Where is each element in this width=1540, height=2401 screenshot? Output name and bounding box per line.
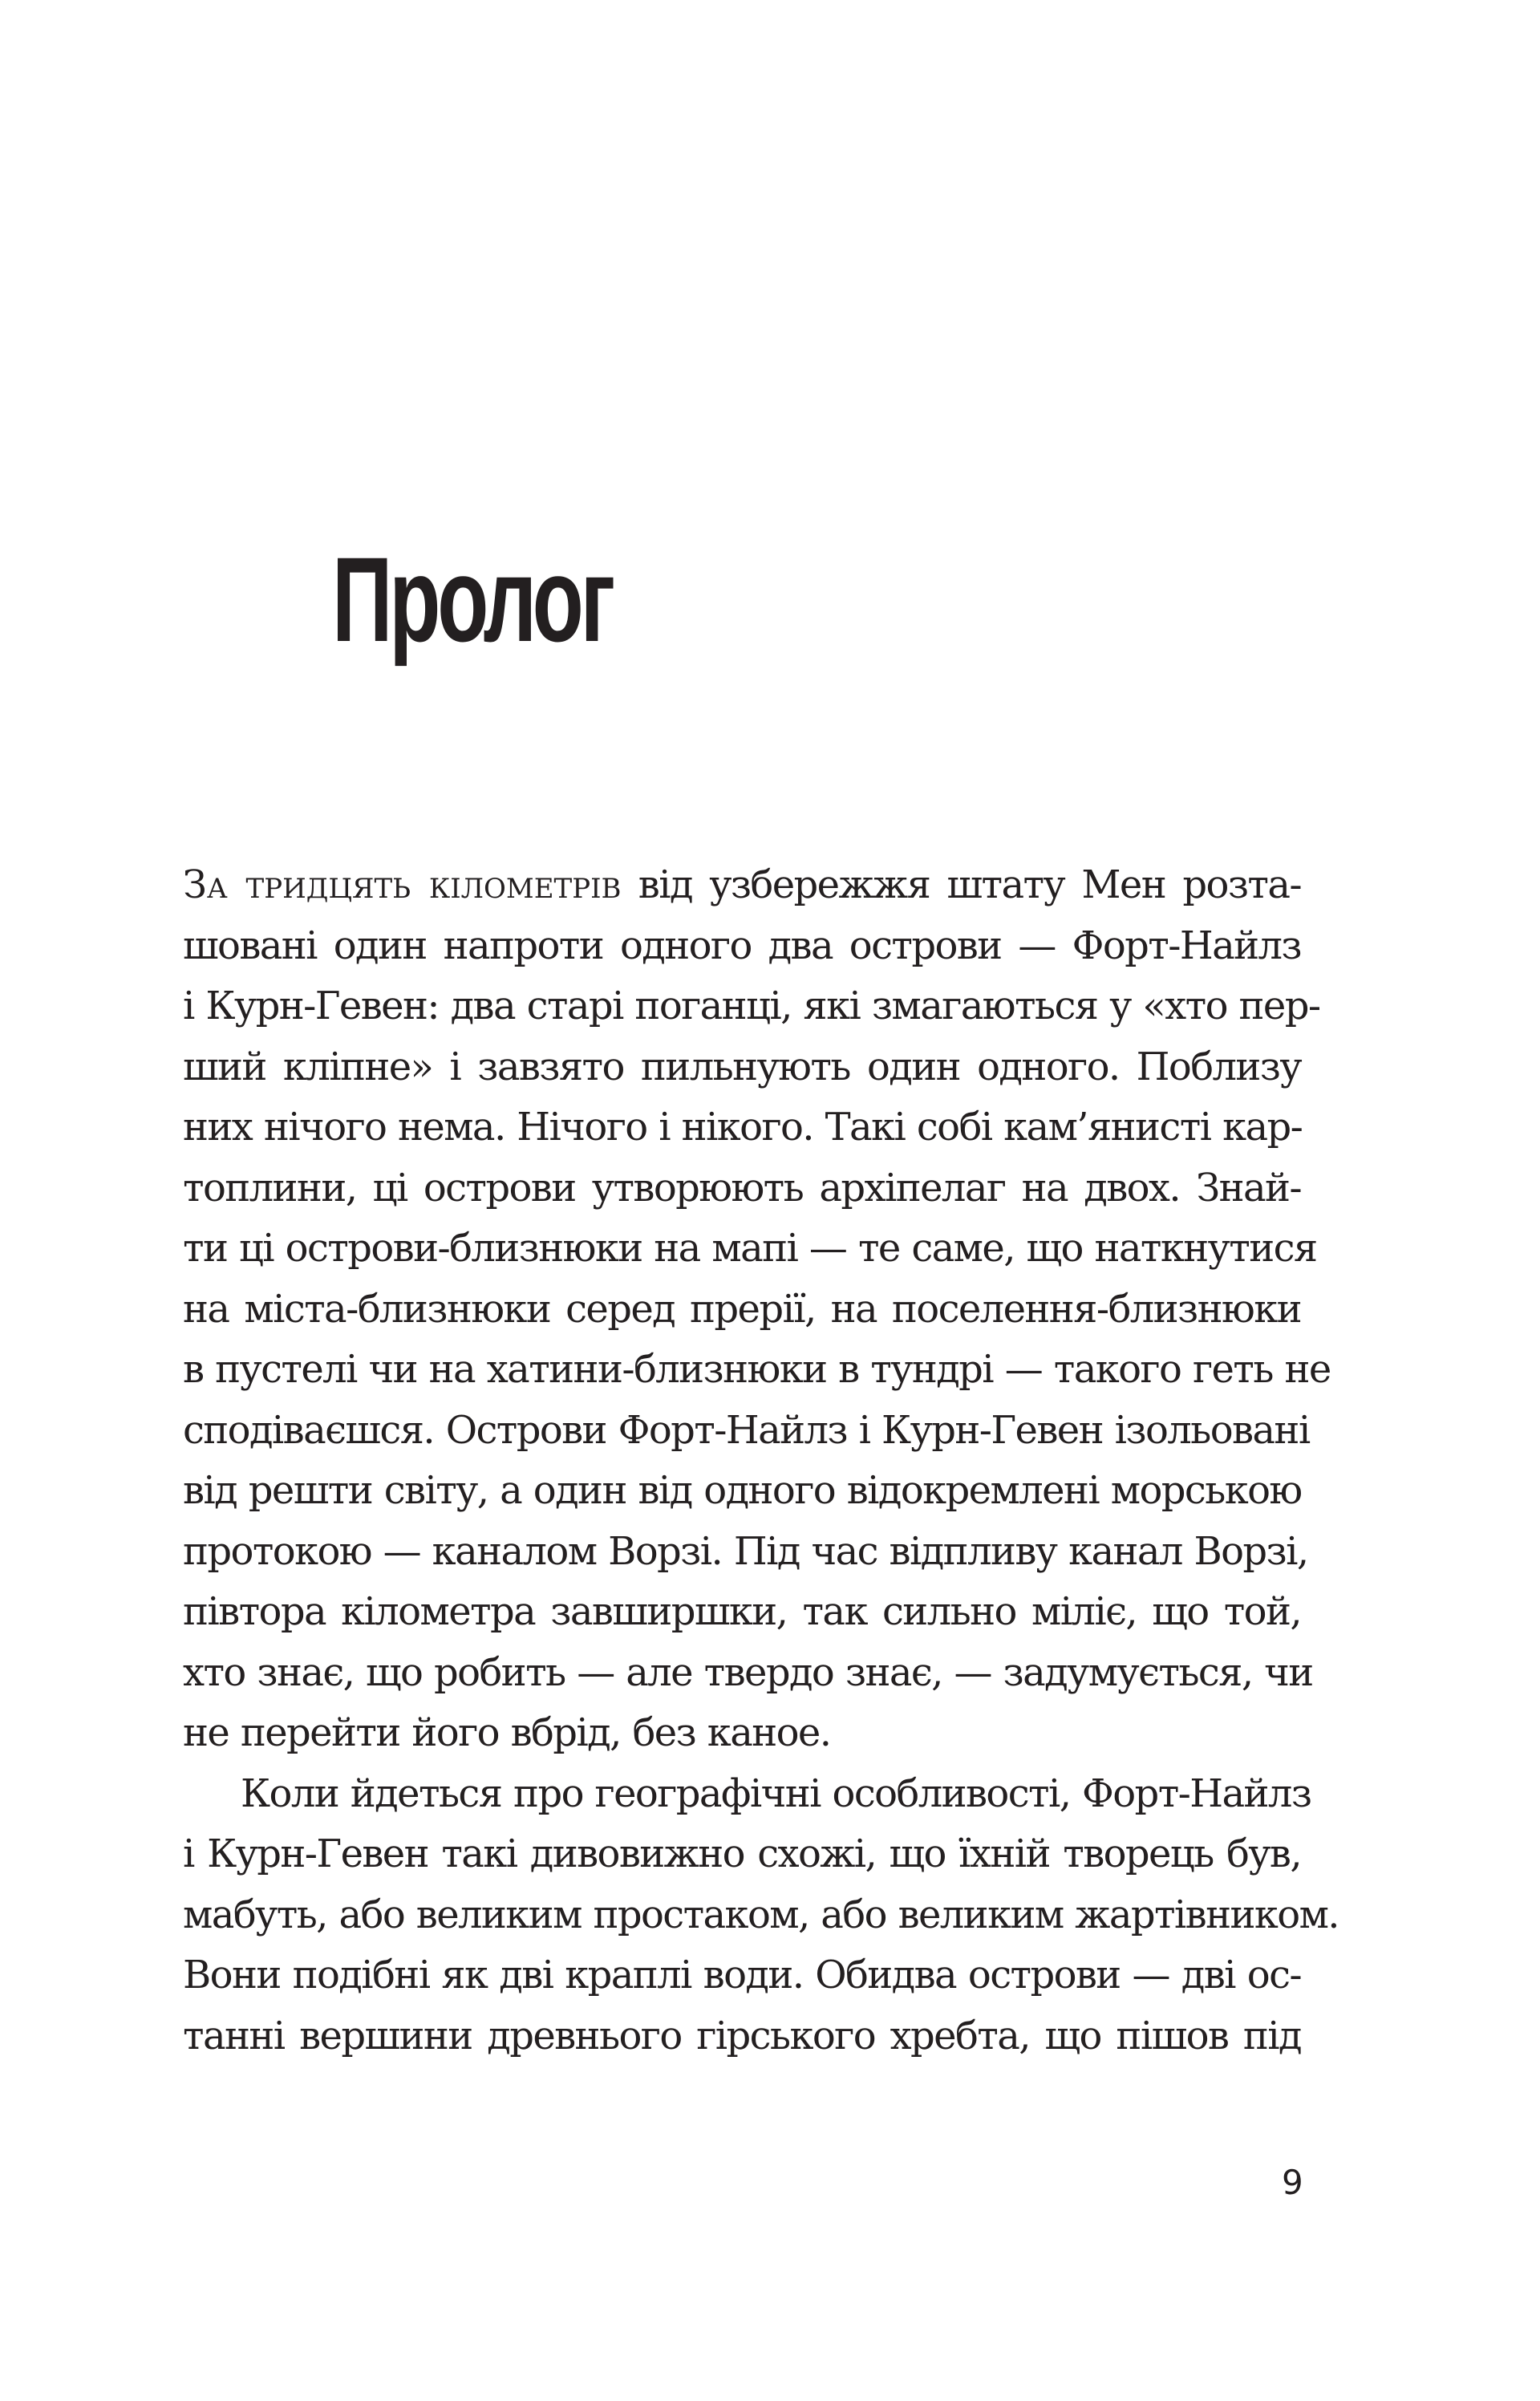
text-line [183, 855, 1301, 916]
text-line: від решти світу, а один від одного відокремлені морською [183, 1468, 1302, 1513]
chapter-title: Пролог [332, 532, 613, 667]
text-line: Вони подібні як дві краплі води. Обидва острови — дві ос- [183, 1953, 1301, 1997]
text-line-rest: від узбережжя штату Мен розта- [621, 862, 1301, 907]
paragraph-1 [183, 855, 1331, 1764]
text-line: ший кліпне» і завзято пильнують один одного. Поблизу [183, 1044, 1301, 1089]
text-line: ти ці острови-близнюки на мапі — те саме, що наткнутися [183, 1226, 1317, 1271]
page-number: 9 [1282, 2163, 1303, 2202]
text-line: і Курн-Гевен: два старі поганці, які змагаються у «хто пер- [183, 984, 1320, 1028]
text-line: мабуть, або великим простаком, або великим жартівником. [183, 1892, 1339, 1937]
text-line: топлини, ці острови утворюють архіпелаг на двох. Знай- [183, 1165, 1301, 1211]
text-line: танні вершини древнього гірського хребта, що пішов під [183, 2013, 1301, 2058]
text-line: хто знає, що робить — але твердо знає, — задумується, чи [183, 1649, 1313, 1695]
text-line: півтора кілометра завширшки, так сильно міліє, що той, [183, 1589, 1301, 1634]
text-line: не перейти його вбрід, без каное. [183, 1710, 831, 1755]
text-line: в пустелі чи на хатини-близнюки в тундрі — такого геть не [183, 1347, 1331, 1392]
text-line: на міста-близнюки серед прерії, на поселення-близнюки [183, 1286, 1301, 1332]
text-line: і Курн-Гевен такі дивовижно схожі, що їхній творець був, [183, 1831, 1301, 1876]
text-line: шовані один напроти одного два острови — Форт-Найлз [183, 923, 1301, 968]
text-line: них нічого нема. Нічого і нікого. Такі собі кам’янисті кар- [183, 1105, 1303, 1150]
paragraph-2 [183, 1764, 1339, 2067]
text-line: протокою — каналом Ворзі. Під час відпливу канал Ворзі, [183, 1528, 1308, 1574]
body-text [183, 855, 1339, 2066]
text-line: Коли йдеться про географічні особливості, Форт-Найлз [241, 1770, 1311, 1816]
opening-smallcaps: За тридцять кілометрів [183, 862, 622, 907]
text-line: сподіваєшся. Острови Форт-Найлз і Курн-Гевен ізольовані [183, 1407, 1310, 1453]
